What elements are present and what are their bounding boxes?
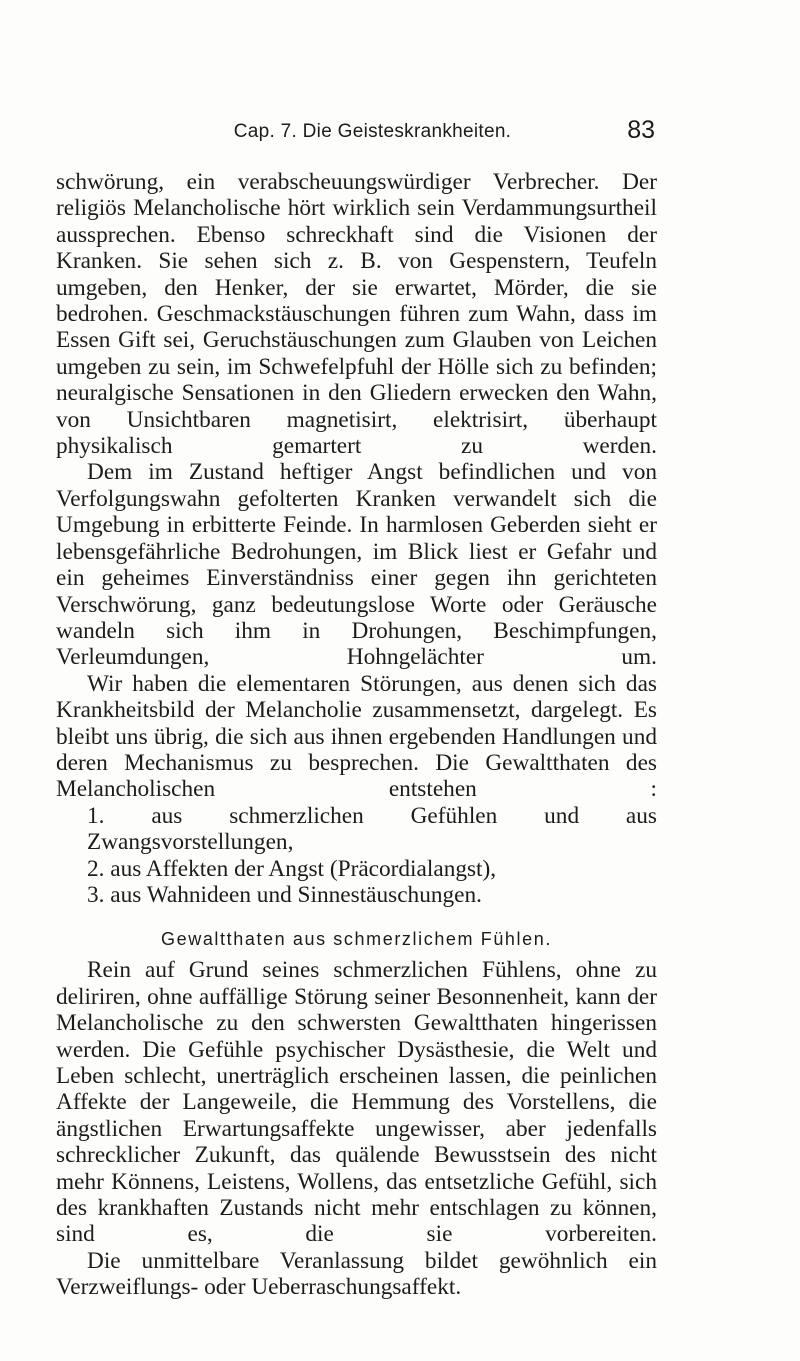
causes-list (56, 803, 657, 909)
list-item: 2. aus Affekten der Angst (Präcordialangst), (87, 855, 497, 882)
page-number: 83 (627, 116, 655, 144)
paragraph-violent-acts-intro: Wir haben die elementaren Störungen, aus denen sich das Krankheitsbild der Melancholie zusammensetzt, dargelegt. Es bleibt uns übrig, die sich aus ihnen ergebenden Handlungen und deren Mechanismus zu besprechen. Die Gewaltthaten des Melancholischen entstehen : (56, 670, 657, 803)
paragraph-continuation: schwörung, ein verabscheuungswürdiger Verbrecher. Der religiös Melancholische hört wirklich sein Verdammungsurtheil aussprechen. Ebenso schreckhaft sind die Visionen der Kranken. Sie sehen sich z. B. von Gespenstern, Teufeln umgeben, den Henker, der sie erwartet, Mörder, die sie bedrohen. Geschmackstäuschungen führen zum Wahn, dass im Essen Gift sei, Geruchstäuschungen zum Glauben von Leichen umgeben zu sein, im Schwefelpfuhl der Hölle sich zu befinden; neuralgische Sensationen in den Gliedern erwecken den Wahn, von Unsichtbaren magnetisirt, elektrisirt, überhaupt physikalisch gemartert zu werden. (56, 169, 657, 460)
paragraph-immediate-cause: Die unmittelbare Veranlassung bildet gewöhnlich ein Verzweiflungs- oder Ueberraschungsaffekt. (56, 1247, 657, 1301)
list-item: 3. aus Wahnideen und Sinnestäuschungen. (87, 881, 482, 908)
paragraph-painful-feelings: Rein auf Grund seines schmerzlichen Fühlens, ohne zu deliriren, ohne auffällige Störung seiner Besonnenheit, kann der Melancholische zu den schwersten Gewaltthaten hingerissen werden. Die Gefühle psychischer Dysästhesie, die Welt und Leben schlecht, unerträglich erscheinen lassen, die peinlichen Affekte der Langeweile, die Hemmung des Vorstellens, die ängstlichen Erwartungsaffekte ungewisser, aber jedenfalls schrecklicher Zukunft, das quälende Bewusstsein des nicht mehr Könnens, Leistens, Wollens, das entsetzliche Gefühl, sich des krankhaften Zustands nicht mehr entschlagen zu können, sind es, die sie vorbereiten. (56, 957, 657, 1248)
body-text (56, 169, 657, 1301)
running-head: Cap. 7. Die Geisteskrankheiten. (233, 121, 512, 142)
paragraph-persecution: Dem im Zustand heftiger Angst befindlichen und von Verfolgungswahn gefolterten Kranken verwandelt sich die Umgebung in erbitterte Feinde. In harmlosen Geberden sieht er lebensgefährliche Bedrohungen, im Blick liest er Gefahr und ein geheimes Einverständniss einer gegen ihn gerichteten Verschwörung, ganz bedeutungslose Worte oder Geräusche wandeln sich ihm in Drohungen, Beschimpfungen, Verleumdungen, Hohngelächter um. (56, 459, 657, 671)
section-heading: Gewaltthaten aus schmerzlichem Fühlen. (161, 929, 552, 950)
list-item: 1. aus schmerzlichen Gefühlen und aus Zwangsvorstellungen, (87, 802, 657, 856)
